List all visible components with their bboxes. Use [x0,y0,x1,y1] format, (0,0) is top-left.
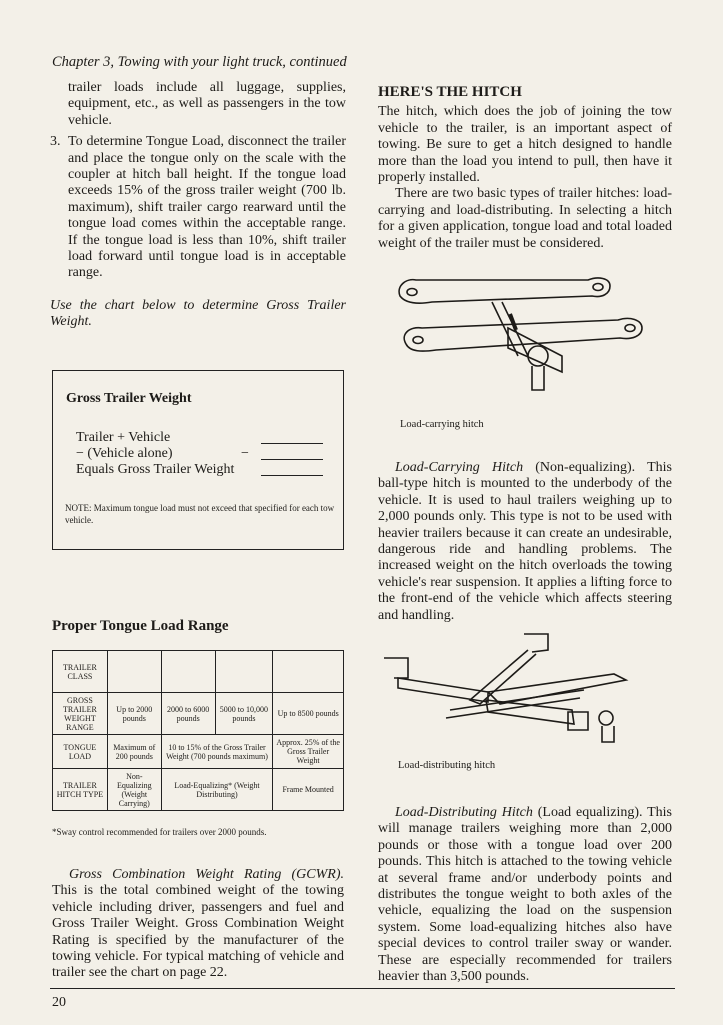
box-line-3: Equals Gross Trailer Weight [76,462,235,477]
table-cell: Up to 8500 pounds [273,693,344,735]
table-cell: Non-Equalizing (Weight Carrying) [107,769,161,811]
table-cell: Up to 2000 pounds [107,693,161,735]
table-cell: Load-Equalizing* (Weight Distributing) [161,769,273,811]
gross-trailer-weight-box [52,370,344,550]
list-number: 3. [50,134,61,150]
chart-intro: Use the chart below to determine Gross Trailer Weight. [50,297,346,330]
load-distributing-hitch-illustration [380,630,652,760]
left-column [50,80,346,331]
load-distributing-term: Load-Distributing Hitch [395,805,533,820]
table-footnote: *Sway control recommended for trailers over 2000 pounds. [52,827,267,837]
blank-line-2 [261,459,323,460]
gcwr-paragraph [52,867,344,982]
table-cell [161,651,215,693]
blank-line-3 [261,475,323,476]
gcwr-text: This is the total combined weight of the towing vehicle including driver, passengers and fuel and Gross Trailer Weight. Gross Combination Weight Rating is specified by the manufacturer of the towing vehicle. For typical matching of vehicle and trailer see the chart on page 22. [52,883,344,981]
table-cell: TONGUE LOAD [53,735,108,769]
load-carrying-paragraph [378,460,672,624]
table-cell [273,651,344,693]
table-cell: TRAILER CLASS [53,651,108,693]
load-distributing-paragraph [378,805,672,985]
box-line-1: Trailer + Vehicle [76,430,171,445]
load-carrying-text: (Non-equalizing). This ball-type hitch is mounted to the underbody of the vehicle. It is used to haul trailers weighing up to 2,000 pounds only. This type is not to be used with heavier trailers because it can create an undesirable, dangerous ride and handling problems. The increased weight on the hitch overloads the towing vehicle's rear suspension. It applies a lifting force to the front-end of the vehicle which affects steering and handling. [378,460,672,623]
load-distributing-section [378,805,672,985]
box-line-2: − (Vehicle alone) [76,446,173,461]
load-carrying-hitch-illustration [392,272,650,404]
table-cell: TRAILER HITCH TYPE [53,769,108,811]
hitch-types-paragraph: There are two basic types of trailer hitches: load-carrying and load-distributing. In selecting a hitch for a given application, tongue load and total loaded weight of the trailer must be considered. [378,186,672,251]
right-column [378,84,672,252]
load-carrying-term: Load-Carrying Hitch [395,460,524,475]
paragraph-trailer-loads: trailer loads include all luggage, supplies, equipment, etc., as well as passengers in the tow vehicle. [68,80,346,128]
list-item-3 [50,134,346,282]
minus-sign: − [241,446,249,461]
table-title: Proper Tongue Load Range [52,618,229,634]
hitch-intro-paragraph: The hitch, which does the job of joining the tow vehicle to the trailer, is an important aspect of towing. Be sure to get a hitch designed to handle more than the load you intend to pull, then have it properly installed. [378,104,672,186]
load-distributing-text: (Load equalizing). This will manage trailers weighing more than 2,000 pounds or those with a tongue load over 200 pounds. This hitch is attached to the towing vehicle at several frame and/or underbody points and distributes the tongue weight to both axles of the vehicle, equalizing the load on the suspension system. Some load-equalizing hitches also have special devices to control trailer sway or wander. These are especially recommended for trailers heavier than 3,500 pounds. [378,805,672,985]
page-number: 20 [52,995,66,1010]
blank-line-1 [261,443,323,444]
footer-rule [50,988,675,989]
box-note: NOTE: Maximum tongue load must not exceed that specified for each tow vehicle. [65,503,335,525]
table-cell: 10 to 15% of the Gross Trailer Weight (700 pounds maximum) [161,735,273,769]
table-row [53,693,344,735]
table-cell: 2000 to 6000 pounds [161,693,215,735]
gcwr-section [52,867,344,982]
table-cell: 5000 to 10,000 pounds [215,693,273,735]
caption-load-carrying: Load-carrying hitch [400,419,484,430]
table-row [53,769,344,811]
load-carrying-section [378,460,672,624]
table-cell: Approx. 25% of the Gross Trailer Weight [273,735,344,769]
chapter-header: Chapter 3, Towing with your light truck, continued [52,54,347,70]
table-row [53,735,344,769]
caption-load-distributing: Load-distributing hitch [398,760,496,771]
table-cell [107,651,161,693]
table-cell: Maximum of 200 pounds [107,735,161,769]
table-cell: GROSS TRAILER WEIGHT RANGE [53,693,108,735]
box-title: Gross Trailer Weight [66,391,192,406]
section-heading: HERE'S THE HITCH [378,84,522,100]
table-cell [215,651,273,693]
gcwr-term: Gross Combination Weight Rating (GCWR). [69,867,344,882]
list-item-text: To determine Tongue Load, disconnect the trailer and place the tongue only on the scale with the coupler at hitch ball height. If the tongue load exceeds 15% of the gross trailer weight (700 lb. maximum), shift trailer cargo rearward until the tongue load comes within the acceptable range. If the tongue load is less than 10%, shift trailer load forward until tongue load is in acceptable range. [68,134,346,281]
table-row [53,651,344,693]
table-cell: Frame Mounted [273,769,344,811]
tongue-load-table [52,650,344,811]
